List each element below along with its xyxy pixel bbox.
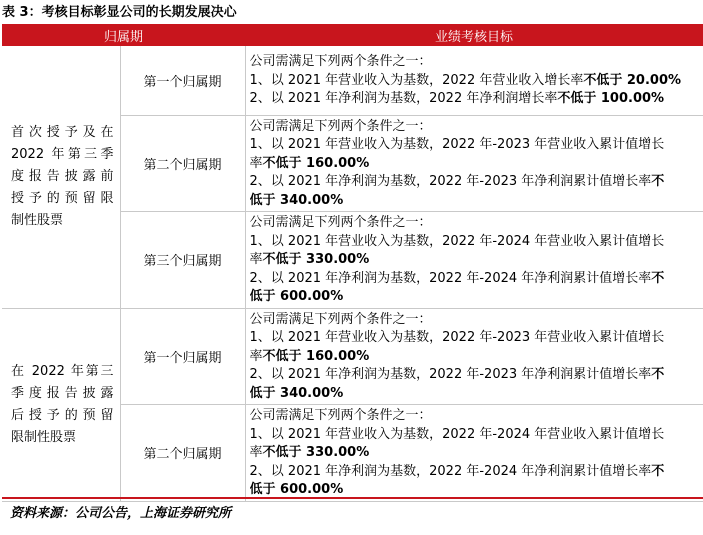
target-line	[250, 53, 703, 72]
target-line-text: 1、以 2021 年营业收入为基数，2022 年-2023 年营业收入累计值增长	[249, 330, 665, 345]
target-line	[250, 173, 703, 192]
performance-target-table	[2, 24, 703, 502]
header-period: 归属期	[2, 24, 245, 46]
target-threshold: 低于 340.00%	[249, 385, 344, 401]
target-line-text: 2、以 2021 年净利润为基数，2022 年净利润增长率	[249, 91, 558, 106]
target-threshold: 低于 340.00%	[249, 192, 344, 208]
table-row	[2, 46, 703, 115]
target-threshold: 不	[651, 463, 665, 479]
vesting-period-cell: 第二个归属期	[120, 405, 245, 502]
target-line-text: 率	[249, 445, 263, 460]
source-note: 资料来源：公司公告，上海证券研究所	[10, 506, 232, 521]
target-line	[250, 90, 703, 109]
target-line	[250, 136, 703, 155]
target-line	[250, 251, 703, 270]
target-threshold: 低于 600.00%	[249, 289, 344, 304]
target-threshold: 不	[651, 270, 665, 286]
target-threshold: 不低于 20.00%	[583, 72, 682, 88]
grant-scope-line: 2022 年第三季	[11, 146, 114, 162]
target-line	[250, 288, 703, 307]
grant-scope-line: 制性股票	[11, 212, 64, 228]
target-threshold: 不	[651, 174, 665, 189]
target-line	[250, 329, 703, 348]
target-threshold: 不	[651, 367, 665, 382]
target-line-text: 公司需满足下列两个条件之一：	[249, 408, 432, 423]
performance-target-cell	[245, 308, 703, 405]
target-threshold: 不低于 330.00%	[262, 445, 370, 460]
performance-target-cell	[245, 46, 703, 115]
target-line-text: 2、以 2021 年净利润为基数，2022 年-2023 年净利润累计值增长率	[249, 367, 652, 382]
target-line-text: 公司需满足下列两个条件之一：	[249, 118, 432, 134]
grant-scope-cell	[2, 308, 120, 501]
target-line-text: 1、以 2021 年营业收入为基数，2022 年-2023 年营业收入累计值增长	[249, 137, 665, 152]
target-threshold: 不低于 330.00%	[262, 252, 370, 267]
vesting-period-cell: 第二个归属期	[120, 115, 245, 212]
target-threshold: 不低于 160.00%	[262, 348, 370, 364]
target-line-text: 2、以 2021 年净利润为基数，2022 年-2024 年净利润累计值增长率	[249, 270, 652, 286]
target-line	[250, 463, 703, 482]
target-line	[250, 385, 703, 404]
target-line	[250, 155, 703, 174]
target-line	[250, 311, 703, 330]
vesting-period-cell: 第一个归属期	[120, 308, 245, 405]
footer-rule	[2, 497, 703, 499]
target-line-text: 2、以 2021 年净利润为基数，2022 年-2023 年净利润累计值增长率	[249, 174, 652, 189]
performance-target-cell	[245, 212, 703, 309]
target-line	[250, 233, 703, 252]
grant-scope-line: 限制性股票	[11, 429, 77, 445]
table-header-row	[2, 24, 703, 46]
performance-target-cell	[245, 405, 703, 502]
target-line	[250, 118, 703, 137]
grant-scope-line: 后授予的预留	[11, 407, 114, 423]
vesting-period-cell: 第一个归属期	[120, 46, 245, 115]
vesting-period-cell: 第三个归属期	[120, 212, 245, 309]
target-line-text: 公司需满足下列两个条件之一：	[249, 54, 432, 69]
grant-scope-cell	[2, 46, 120, 308]
grant-scope-line: 在 2022 年第三	[11, 363, 114, 379]
target-threshold: 不低于 160.00%	[262, 155, 370, 171]
target-line-text: 公司需满足下列两个条件之一：	[249, 215, 432, 230]
table-row	[2, 308, 703, 405]
target-line	[250, 348, 703, 367]
grant-scope-line: 首次授予及在	[11, 124, 114, 140]
target-line-text: 1、以 2021 年营业收入为基数，2022 年营业收入增长率	[249, 72, 584, 88]
header-target: 业绩考核目标	[245, 24, 703, 46]
target-line	[250, 407, 703, 426]
target-line	[250, 426, 703, 445]
grant-scope-line: 度报告披露前	[11, 168, 114, 184]
target-line-text: 率	[249, 155, 263, 171]
target-line	[250, 72, 703, 91]
grant-scope-line: 季度报告披露	[11, 385, 114, 401]
performance-target-cell	[245, 115, 703, 212]
target-line	[250, 192, 703, 211]
target-line-text: 率	[249, 348, 263, 364]
target-line-text: 1、以 2021 年营业收入为基数，2022 年-2024 年营业收入累计值增长	[249, 233, 665, 249]
target-threshold: 不低于 100.00%	[557, 91, 665, 106]
target-line-text: 1、以 2021 年营业收入为基数，2022 年-2024 年营业收入累计值增长	[249, 426, 665, 442]
target-line	[250, 366, 703, 385]
grant-scope-line: 授予的预留限	[11, 190, 114, 206]
table-body	[2, 46, 703, 501]
target-line	[250, 444, 703, 463]
table-caption: 表 3：考核目标彰显公司的长期发展决心	[2, 5, 237, 20]
target-line-text: 2、以 2021 年净利润为基数，2022 年-2024 年净利润累计值增长率	[249, 463, 652, 479]
target-threshold: 低于 600.00%	[249, 482, 344, 497]
target-line-text: 率	[249, 252, 263, 267]
target-line-text: 公司需满足下列两个条件之一：	[249, 311, 432, 327]
target-line	[250, 214, 703, 233]
target-line	[250, 270, 703, 289]
